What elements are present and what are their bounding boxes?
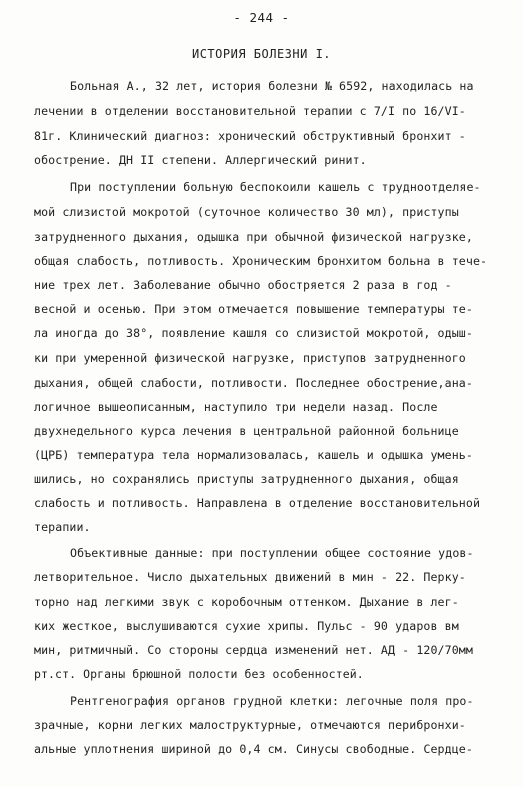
text-line: (ЦРБ) температура тела нормализовалась, кашель и одышка умень- [34, 448, 473, 462]
text-line: ние трех лет. Заболевание обычно обостряется 2 раза в год - [34, 278, 452, 292]
text-line: ла иногда до 38°, появление кашля со слизистой мокротой, одыш- [34, 326, 473, 340]
text-line: логичное вышеописанным, наступило три недели назад. После [34, 400, 438, 414]
text-line: летворительное. Число дыхательных движений в мин - 22. Перку- [34, 570, 466, 584]
text-line: Рентгенография органов грудной клетки: легочные поля про- [70, 694, 474, 708]
text-line: лечении в отделении восстановительной терапии с 7/I по 16/VI- [34, 104, 466, 118]
text-line: ких жесткое, выслушиваются сухие хрипы. Пульс - 90 ударов вм [34, 619, 459, 633]
text-line: При поступлении больную беспокоили кашель с трудноотделяе- [70, 180, 481, 194]
text-line: дыхания, общей слабости, потливости. Последнее обострение,ана- [34, 376, 473, 390]
text-line: ки при умеренной физической нагрузке, приступов затрудненного [34, 351, 466, 365]
text-line: зрачные, корни легких малоструктурные, отмечаются перибронхи- [34, 718, 466, 732]
section-title: ИСТОРИЯ БОЛЕЗНИ I. [191, 47, 332, 61]
text-line: весной и осенью. При этом отмечается повышение температуры те- [34, 302, 473, 316]
text-line: шились, но сохранялись приступы затрудненного дыхания, общая [34, 472, 459, 486]
text-line: терапии. [34, 520, 91, 534]
text-line: Объективные данные: при поступлении общее состояние удов- [70, 546, 474, 560]
text-line: общая слабость, потливость. Хроническим бронхитом больна в тече- [34, 254, 488, 268]
text-line: Больная А., 32 лет, история болезни № 6592, находилась на [70, 79, 474, 93]
text-line: слабость и потливость. Направлена в отделение восстановительной [34, 496, 481, 510]
text-line: рт.ст. Органы брюшной полости без особенностей. [34, 667, 364, 681]
page-number: - 244 - [233, 10, 290, 25]
text-line: альные уплотнения шириной до 0,4 см. Синусы свободные. Сердце- [34, 742, 473, 756]
text-line: мой слизистой мокротой (суточное количество 30 мл), приступы [34, 205, 459, 219]
text-line: мин, ритмичный. Со стороны сердца изменений нет. АД - 120/70мм [34, 643, 473, 657]
text-line: обострение. ДН II степени. Аллергический ринит. [34, 153, 367, 167]
text-line: двухнедельного курса лечения в центральной районной больнице [34, 424, 459, 438]
text-line: затрудненного дыхания, одышка при обычной физической нагрузке, [34, 230, 473, 244]
text-line: 81г. Клинический диагноз: хронический обструктивный бронхит - [34, 129, 466, 143]
text-line: торно над легкими звук с коробочным оттенком. Дыхание в лег- [34, 595, 459, 609]
